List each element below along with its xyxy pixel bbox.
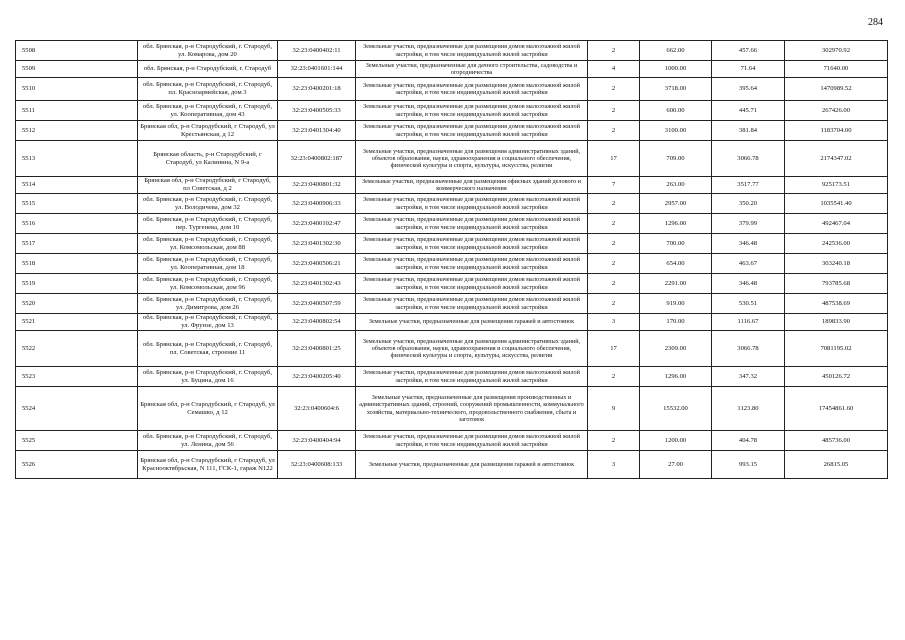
cadastral-number-cell: 32:23:0400802:187 — [278, 141, 356, 177]
table-row — [16, 78, 888, 101]
area-cell: 700.00 — [640, 234, 712, 254]
cadastral-number-cell: 32:23:0400102:47 — [278, 214, 356, 234]
land-use-cell: Земельные участки, предназначенные для размещения домов малоэтажной жилой застройки, в том числе индивидуальной жилой застройки — [356, 41, 588, 61]
cadastral-value-cell: 450126.72 — [785, 367, 888, 387]
use-group-cell: 2 — [588, 121, 640, 141]
unit-value-cell: 3066.78 — [712, 331, 785, 367]
area-cell: 3100.00 — [640, 121, 712, 141]
area-cell: 3718.00 — [640, 78, 712, 101]
land-use-cell: Земельные участки, предназначенные для размещения домов малоэтажной жилой застройки, в том числе индивидуальной жилой застройки — [356, 274, 588, 294]
unit-value-cell: 993.15 — [712, 451, 785, 479]
use-group-cell: 2 — [588, 367, 640, 387]
area-cell: 1296.00 — [640, 214, 712, 234]
address-cell: обл. Брянская, р-н Стародубский, г. Стародуб, ул. Кооперативная, дом 43 — [138, 101, 278, 121]
row-number-cell: 5511 — [16, 101, 138, 121]
unit-value-cell: 346.48 — [712, 274, 785, 294]
table-row — [16, 194, 888, 214]
use-group-cell: 2 — [588, 78, 640, 101]
use-group-cell: 2 — [588, 41, 640, 61]
area-cell: 654.00 — [640, 254, 712, 274]
table-row — [16, 234, 888, 254]
address-cell: обл. Брянская, р-н Стародубский, г. Стародуб, пл. Советская, строение 11 — [138, 331, 278, 367]
cadastral-value-cell: 1470989.52 — [785, 78, 888, 101]
row-number-cell: 5522 — [16, 331, 138, 367]
row-number-cell: 5523 — [16, 367, 138, 387]
cadastral-value-cell: 1035541.40 — [785, 194, 888, 214]
use-group-cell: 2 — [588, 194, 640, 214]
cadastral-value-cell: 492467.04 — [785, 214, 888, 234]
area-cell: 263.00 — [640, 177, 712, 194]
cadastral-number-cell: 32:23:0401302:43 — [278, 274, 356, 294]
cadastral-number-cell: 32:23:0400402:11 — [278, 41, 356, 61]
table-row — [16, 314, 888, 331]
land-use-cell: Земельные участки, предназначенные для размещения домов малоэтажной жилой застройки, в том числе индивидуальной жилой застройки — [356, 214, 588, 234]
land-use-cell: Земельные участки, предназначенные для размещения домов малоэтажной жилой застройки, в том числе индивидуальной жилой застройки — [356, 294, 588, 314]
area-cell: 662.00 — [640, 41, 712, 61]
row-number-cell: 5513 — [16, 141, 138, 177]
unit-value-cell: 1116.67 — [712, 314, 785, 331]
area-cell: 1000.00 — [640, 61, 712, 78]
address-cell: обл. Брянская, р-н Стародубский, г. Стародуб, ул. Комсомольская, дом 96 — [138, 274, 278, 294]
address-cell: Брянская обл, р-н Стародубский, г Стародуб, пл Советская, д 2 — [138, 177, 278, 194]
unit-value-cell: 379.99 — [712, 214, 785, 234]
area-cell: 15532.00 — [640, 387, 712, 431]
table-row — [16, 61, 888, 78]
land-use-cell: Земельные участки, предназначенные для размещения гаражей и автостоянок — [356, 451, 588, 479]
cadastral-value-cell: 2174347.02 — [785, 141, 888, 177]
land-use-cell: Земельные участки, предназначенные для размещения домов малоэтажной жилой застройки, в том числе индивидуальной жилой застройки — [356, 121, 588, 141]
area-cell: 2291.00 — [640, 274, 712, 294]
land-use-cell: Земельные участки, предназначенные для размещения домов малоэтажной жилой застройки, в том числе индивидуальной жилой застройки — [356, 431, 588, 451]
unit-value-cell: 445.71 — [712, 101, 785, 121]
address-cell: обл. Брянская, р-н Стародубский, г. Стародуб, ул. Комарова, дом 20 — [138, 41, 278, 61]
cadastral-number-cell: 32:23:0400205:40 — [278, 367, 356, 387]
cadastral-number-cell: 32:23:0400906:33 — [278, 194, 356, 214]
area-cell: 2309.00 — [640, 331, 712, 367]
cadastral-value-table — [15, 40, 888, 479]
row-number-cell: 5525 — [16, 431, 138, 451]
row-number-cell: 5517 — [16, 234, 138, 254]
unit-value-cell: 381.84 — [712, 121, 785, 141]
row-number-cell: 5526 — [16, 451, 138, 479]
row-number-cell: 5512 — [16, 121, 138, 141]
use-group-cell: 2 — [588, 274, 640, 294]
unit-value-cell: 1123.80 — [712, 387, 785, 431]
cadastral-value-cell: 302970.92 — [785, 41, 888, 61]
address-cell: обл. Брянская, р-н Стародубский, г. Стародуб, пл. Красноармейская, дом 3 — [138, 78, 278, 101]
cadastral-number-cell: 32:23:0400608:133 — [278, 451, 356, 479]
table-row — [16, 254, 888, 274]
row-number-cell: 5508 — [16, 41, 138, 61]
unit-value-cell: 347.32 — [712, 367, 785, 387]
table-row — [16, 214, 888, 234]
use-group-cell: 9 — [588, 387, 640, 431]
use-group-cell: 2 — [588, 431, 640, 451]
area-cell: 1200.00 — [640, 431, 712, 451]
use-group-cell: 3 — [588, 451, 640, 479]
cadastral-number-cell: 32:23:0400507:59 — [278, 294, 356, 314]
unit-value-cell: 395.64 — [712, 78, 785, 101]
address-cell: обл. Брянская, р-н Стародубский, г. Стародуб, пер. Тургенева, дом 10 — [138, 214, 278, 234]
use-group-cell: 2 — [588, 254, 640, 274]
use-group-cell: 2 — [588, 214, 640, 234]
unit-value-cell: 350.20 — [712, 194, 785, 214]
area-cell: 919.00 — [640, 294, 712, 314]
cadastral-value-cell: 303240.18 — [785, 254, 888, 274]
address-cell: обл. Брянская, р-н Стародубский, г. Стародуб, ул. Димитрова, дом 26 — [138, 294, 278, 314]
address-cell: обл. Брянская, р-н Стародубский, г. Стародуб — [138, 61, 278, 78]
use-group-cell: 2 — [588, 294, 640, 314]
address-cell: Брянская обл, р-н Стародубский, г Стародуб, ул Краснооктябрьская, N 111, ГСК-1, гараж N122 — [138, 451, 278, 479]
land-use-cell: Земельные участки, предназначенные для размещения домов малоэтажной жилой застройки, в том числе индивидуальной жилой застройки — [356, 234, 588, 254]
row-number-cell: 5518 — [16, 254, 138, 274]
address-cell: обл. Брянская, р-н Стародубский, г. Стародуб, ул. Володичева, дом 32 — [138, 194, 278, 214]
table-row — [16, 451, 888, 479]
table-row — [16, 431, 888, 451]
land-use-cell: Земельные участки, предназначенные для размещения домов малоэтажной жилой застройки, в том числе индивидуальной жилой застройки — [356, 254, 588, 274]
land-use-cell: Земельные участки, предназначенные для размещения домов малоэтажной жилой застройки, в том числе индивидуальной жилой застройки — [356, 194, 588, 214]
cadastral-value-cell: 17454861.60 — [785, 387, 888, 431]
use-group-cell: 7 — [588, 177, 640, 194]
unit-value-cell: 3517.77 — [712, 177, 785, 194]
cadastral-number-cell: 32:23:0400801:32 — [278, 177, 356, 194]
land-use-cell: Земельные участки, предназначенные для размещения административных зданий, объектов образования, науки, здравоохранения и социального обеспечения, физической культуры и спорта, культуры, искусства, религии — [356, 331, 588, 367]
cadastral-value-cell: 26815.05 — [785, 451, 888, 479]
page-number: 284 — [868, 17, 883, 28]
area-cell: 27.00 — [640, 451, 712, 479]
address-cell: Брянская обл, р-н Стародубский, г Стародуб, ул Семашко, д 12 — [138, 387, 278, 431]
row-number-cell: 5521 — [16, 314, 138, 331]
table-row — [16, 387, 888, 431]
unit-value-cell: 3066.78 — [712, 141, 785, 177]
table-row — [16, 121, 888, 141]
address-cell: обл. Брянская, р-н Стародубский, г. Стародуб, ул. Кооперативная, дом 18 — [138, 254, 278, 274]
cadastral-value-cell: 925173.51 — [785, 177, 888, 194]
address-cell: обл. Брянская, р-н Стародубский, г. Стародуб, ул. Буцина, дом 16 — [138, 367, 278, 387]
table-row — [16, 367, 888, 387]
cadastral-value-cell: 71640.00 — [785, 61, 888, 78]
table-row — [16, 101, 888, 121]
address-cell: Брянская обл, р-н Стародубский, г Стародуб, ул Крестьянская, д 12 — [138, 121, 278, 141]
land-use-cell: Земельные участки, предназначенные для размещения домов малоэтажной жилой застройки, в том числе индивидуальной жилой застройки — [356, 78, 588, 101]
land-use-cell: Земельные участки, предназначенные для размещения административных зданий, объектов образования, науки, здравоохранения и социального обеспечения, физической культуры и спорта, культуры, искусства, религии — [356, 141, 588, 177]
row-number-cell: 5510 — [16, 78, 138, 101]
unit-value-cell: 457.66 — [712, 41, 785, 61]
area-cell: 2957.00 — [640, 194, 712, 214]
cadastral-number-cell: 32:23:0401304:40 — [278, 121, 356, 141]
table-row — [16, 274, 888, 294]
unit-value-cell: 346.48 — [712, 234, 785, 254]
land-use-cell: Земельные участки, предназначенные для размещения офисных зданий делового и коммерческого назначения — [356, 177, 588, 194]
use-group-cell: 3 — [588, 314, 640, 331]
land-use-cell: Земельные участки, предназначенные для размещения домов малоэтажной жилой застройки, в том числе индивидуальной жилой застройки — [356, 101, 588, 121]
cadastral-value-cell: 189833.90 — [785, 314, 888, 331]
cadastral-value-cell: 7081195.02 — [785, 331, 888, 367]
cadastral-number-cell: 32:23:0401601:144 — [278, 61, 356, 78]
row-number-cell: 5520 — [16, 294, 138, 314]
address-cell: обл. Брянская, р-н Стародубский, г. Стародуб, ул. Ленина, дом 56 — [138, 431, 278, 451]
table-row — [16, 294, 888, 314]
use-group-cell: 17 — [588, 331, 640, 367]
use-group-cell: 4 — [588, 61, 640, 78]
cadastral-number-cell: 32:23:0400801:25 — [278, 331, 356, 367]
use-group-cell: 2 — [588, 101, 640, 121]
area-cell: 170.00 — [640, 314, 712, 331]
land-use-cell: Земельные участки, предназначенные для размещения домов малоэтажной жилой застройки, в том числе индивидуальной жилой застройки — [356, 367, 588, 387]
cadastral-value-cell: 487538.69 — [785, 294, 888, 314]
land-use-cell: Земельные участки, предназначенные для дачного строительства, садоводства и огородничества — [356, 61, 588, 78]
table-row — [16, 141, 888, 177]
area-cell: 600.00 — [640, 101, 712, 121]
cadastral-value-cell: 793785.68 — [785, 274, 888, 294]
row-number-cell: 5516 — [16, 214, 138, 234]
cadastral-value-cell: 485736.00 — [785, 431, 888, 451]
table-row — [16, 331, 888, 367]
row-number-cell: 5514 — [16, 177, 138, 194]
cadastral-number-cell: 32:23:0400505:33 — [278, 101, 356, 121]
unit-value-cell: 530.51 — [712, 294, 785, 314]
cadastral-number-cell: 32:23:0400506:21 — [278, 254, 356, 274]
cadastral-value-cell: 242536.00 — [785, 234, 888, 254]
use-group-cell: 2 — [588, 234, 640, 254]
row-number-cell: 5524 — [16, 387, 138, 431]
unit-value-cell: 463.67 — [712, 254, 785, 274]
cadastral-number-cell: 32:23:0401302:30 — [278, 234, 356, 254]
row-number-cell: 5509 — [16, 61, 138, 78]
cadastral-number-cell: 32:23:0400404:94 — [278, 431, 356, 451]
use-group-cell: 17 — [588, 141, 640, 177]
address-cell: обл. Брянская, р-н Стародубский, г. Стародуб, ул. Фрунзе, дом 13 — [138, 314, 278, 331]
area-cell: 1296.00 — [640, 367, 712, 387]
address-cell: Брянская область, р-н Стародубский, г Стародуб, ул Калинина, N 9-а — [138, 141, 278, 177]
cadastral-value-cell: 1183704.00 — [785, 121, 888, 141]
row-number-cell: 5515 — [16, 194, 138, 214]
unit-value-cell: 71.64 — [712, 61, 785, 78]
unit-value-cell: 404.78 — [712, 431, 785, 451]
table-row — [16, 41, 888, 61]
cadastral-number-cell: 32:23:0400604:6 — [278, 387, 356, 431]
address-cell: обл. Брянская, р-н Стародубский, г. Стародуб, ул. Комсомольская, дом 88 — [138, 234, 278, 254]
cadastral-value-cell: 267426.00 — [785, 101, 888, 121]
land-use-cell: Земельные участки, предназначенные для размещения гаражей и автостоянок — [356, 314, 588, 331]
row-number-cell: 5519 — [16, 274, 138, 294]
table-row — [16, 177, 888, 194]
cadastral-number-cell: 32:23:0400201:18 — [278, 78, 356, 101]
cadastral-number-cell: 32:23:0400802:54 — [278, 314, 356, 331]
area-cell: 709.00 — [640, 141, 712, 177]
land-use-cell: Земельные участки, предназначенные для размещения производственных и административных зданий, строений, сооружений промышленности, коммунального хозяйства, материально-технического, продовольственного снабжения, сбыта и заготовок — [356, 387, 588, 431]
